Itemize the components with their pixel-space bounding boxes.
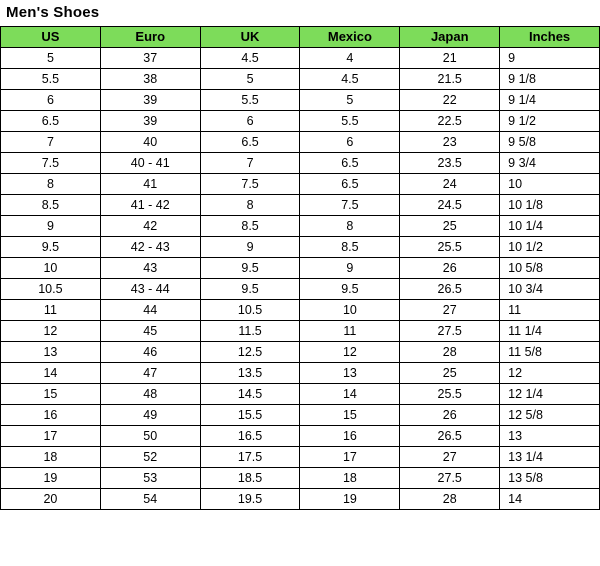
column-header-mexico: Mexico: [300, 27, 400, 48]
cell-japan: 24.5: [400, 195, 500, 216]
cell-us: 9.5: [1, 237, 101, 258]
table-header-row: [1, 27, 600, 48]
cell-euro: 40 - 41: [100, 153, 200, 174]
cell-euro: 42 - 43: [100, 237, 200, 258]
cell-mexico: 9.5: [300, 279, 400, 300]
cell-euro: 37: [100, 48, 200, 69]
cell-us: 5.5: [1, 69, 101, 90]
cell-uk: 15.5: [200, 405, 300, 426]
cell-inches: 13 1/4: [500, 447, 600, 468]
cell-japan: 27: [400, 300, 500, 321]
cell-uk: 17.5: [200, 447, 300, 468]
cell-uk: 6: [200, 111, 300, 132]
shoe-size-table: [0, 26, 600, 510]
cell-us: 19: [1, 468, 101, 489]
table-row: [1, 489, 600, 510]
cell-japan: 25.5: [400, 384, 500, 405]
cell-japan: 25.5: [400, 237, 500, 258]
cell-uk: 7.5: [200, 174, 300, 195]
cell-uk: 9: [200, 237, 300, 258]
cell-us: 17: [1, 426, 101, 447]
cell-inches: 12 5/8: [500, 405, 600, 426]
cell-japan: 27.5: [400, 468, 500, 489]
cell-uk: 18.5: [200, 468, 300, 489]
cell-euro: 52: [100, 447, 200, 468]
cell-uk: 11.5: [200, 321, 300, 342]
cell-mexico: 18: [300, 468, 400, 489]
cell-mexico: 12: [300, 342, 400, 363]
table-row: [1, 48, 600, 69]
cell-euro: 42: [100, 216, 200, 237]
cell-japan: 28: [400, 342, 500, 363]
cell-inches: 10 1/2: [500, 237, 600, 258]
table-row: [1, 153, 600, 174]
cell-inches: 10 1/4: [500, 216, 600, 237]
column-header-uk: UK: [200, 27, 300, 48]
cell-mexico: 10: [300, 300, 400, 321]
cell-us: 6.5: [1, 111, 101, 132]
cell-mexico: 15: [300, 405, 400, 426]
cell-japan: 22: [400, 90, 500, 111]
column-header-inches: Inches: [500, 27, 600, 48]
cell-inches: 10 5/8: [500, 258, 600, 279]
cell-japan: 24: [400, 174, 500, 195]
cell-japan: 22.5: [400, 111, 500, 132]
cell-inches: 11 1/4: [500, 321, 600, 342]
cell-euro: 41 - 42: [100, 195, 200, 216]
cell-mexico: 4.5: [300, 69, 400, 90]
cell-mexico: 13: [300, 363, 400, 384]
cell-us: 11: [1, 300, 101, 321]
cell-mexico: 6.5: [300, 153, 400, 174]
table-row: [1, 132, 600, 153]
table-row: [1, 426, 600, 447]
cell-mexico: 11: [300, 321, 400, 342]
cell-japan: 28: [400, 489, 500, 510]
cell-japan: 23.5: [400, 153, 500, 174]
cell-inches: 9 1/8: [500, 69, 600, 90]
cell-mexico: 4: [300, 48, 400, 69]
table-row: [1, 174, 600, 195]
cell-inches: 9 3/4: [500, 153, 600, 174]
cell-inches: 11 5/8: [500, 342, 600, 363]
cell-us: 6: [1, 90, 101, 111]
table-row: [1, 342, 600, 363]
cell-japan: 21.5: [400, 69, 500, 90]
cell-inches: 12 1/4: [500, 384, 600, 405]
table-row: [1, 279, 600, 300]
cell-uk: 16.5: [200, 426, 300, 447]
cell-inches: 9 1/4: [500, 90, 600, 111]
cell-euro: 50: [100, 426, 200, 447]
table-row: [1, 195, 600, 216]
cell-mexico: 14: [300, 384, 400, 405]
cell-inches: 9 1/2: [500, 111, 600, 132]
cell-mexico: 6.5: [300, 174, 400, 195]
cell-uk: 6.5: [200, 132, 300, 153]
cell-mexico: 17: [300, 447, 400, 468]
column-header-japan: Japan: [400, 27, 500, 48]
cell-mexico: 9: [300, 258, 400, 279]
cell-uk: 9.5: [200, 279, 300, 300]
cell-mexico: 6: [300, 132, 400, 153]
cell-euro: 54: [100, 489, 200, 510]
cell-inches: 10 3/4: [500, 279, 600, 300]
cell-us: 10: [1, 258, 101, 279]
cell-uk: 10.5: [200, 300, 300, 321]
cell-uk: 5.5: [200, 90, 300, 111]
cell-inches: 12: [500, 363, 600, 384]
cell-us: 8: [1, 174, 101, 195]
page-title: Men's Shoes: [6, 4, 100, 21]
cell-uk: 19.5: [200, 489, 300, 510]
bottom-spacer: [0, 510, 600, 534]
cell-mexico: 19: [300, 489, 400, 510]
table-row: [1, 468, 600, 489]
table-header: [1, 27, 600, 48]
cell-japan: 27: [400, 447, 500, 468]
cell-mexico: 8.5: [300, 237, 400, 258]
cell-mexico: 7.5: [300, 195, 400, 216]
table-row: [1, 216, 600, 237]
cell-us: 13: [1, 342, 101, 363]
cell-uk: 14.5: [200, 384, 300, 405]
cell-mexico: 5: [300, 90, 400, 111]
cell-japan: 21: [400, 48, 500, 69]
cell-us: 18: [1, 447, 101, 468]
cell-inches: 11: [500, 300, 600, 321]
cell-euro: 38: [100, 69, 200, 90]
cell-euro: 49: [100, 405, 200, 426]
cell-japan: 26.5: [400, 426, 500, 447]
cell-japan: 27.5: [400, 321, 500, 342]
cell-inches: 14: [500, 489, 600, 510]
cell-mexico: 16: [300, 426, 400, 447]
cell-us: 12: [1, 321, 101, 342]
cell-euro: 53: [100, 468, 200, 489]
cell-uk: 9.5: [200, 258, 300, 279]
cell-inches: 10: [500, 174, 600, 195]
cell-japan: 26.5: [400, 279, 500, 300]
cell-euro: 41: [100, 174, 200, 195]
cell-euro: 39: [100, 90, 200, 111]
table-row: [1, 258, 600, 279]
cell-uk: 7: [200, 153, 300, 174]
cell-us: 15: [1, 384, 101, 405]
cell-uk: 8: [200, 195, 300, 216]
cell-uk: 5: [200, 69, 300, 90]
cell-japan: 25: [400, 363, 500, 384]
cell-japan: 26: [400, 405, 500, 426]
cell-us: 14: [1, 363, 101, 384]
table-row: [1, 405, 600, 426]
cell-us: 9: [1, 216, 101, 237]
table-row: [1, 321, 600, 342]
cell-us: 7: [1, 132, 101, 153]
cell-us: 16: [1, 405, 101, 426]
table-row: [1, 363, 600, 384]
cell-euro: 47: [100, 363, 200, 384]
cell-us: 10.5: [1, 279, 101, 300]
cell-euro: 43 - 44: [100, 279, 200, 300]
table-row: [1, 69, 600, 90]
cell-us: 7.5: [1, 153, 101, 174]
cell-euro: 45: [100, 321, 200, 342]
table-row: [1, 237, 600, 258]
column-header-euro: Euro: [100, 27, 200, 48]
cell-inches: 9: [500, 48, 600, 69]
table-row: [1, 384, 600, 405]
cell-euro: 39: [100, 111, 200, 132]
cell-uk: 8.5: [200, 216, 300, 237]
cell-inches: 13: [500, 426, 600, 447]
cell-euro: 40: [100, 132, 200, 153]
table-row: [1, 447, 600, 468]
cell-uk: 13.5: [200, 363, 300, 384]
cell-inches: 13 5/8: [500, 468, 600, 489]
cell-euro: 43: [100, 258, 200, 279]
cell-japan: 23: [400, 132, 500, 153]
cell-us: 5: [1, 48, 101, 69]
column-header-us: US: [1, 27, 101, 48]
cell-mexico: 5.5: [300, 111, 400, 132]
cell-mexico: 8: [300, 216, 400, 237]
cell-japan: 25: [400, 216, 500, 237]
cell-uk: 4.5: [200, 48, 300, 69]
cell-uk: 12.5: [200, 342, 300, 363]
cell-inches: 10 1/8: [500, 195, 600, 216]
table-row: [1, 90, 600, 111]
cell-us: 20: [1, 489, 101, 510]
cell-euro: 44: [100, 300, 200, 321]
cell-euro: 48: [100, 384, 200, 405]
table-body: [1, 48, 600, 510]
cell-euro: 46: [100, 342, 200, 363]
table-row: [1, 300, 600, 321]
cell-inches: 9 5/8: [500, 132, 600, 153]
table-row: [1, 111, 600, 132]
cell-us: 8.5: [1, 195, 101, 216]
cell-japan: 26: [400, 258, 500, 279]
